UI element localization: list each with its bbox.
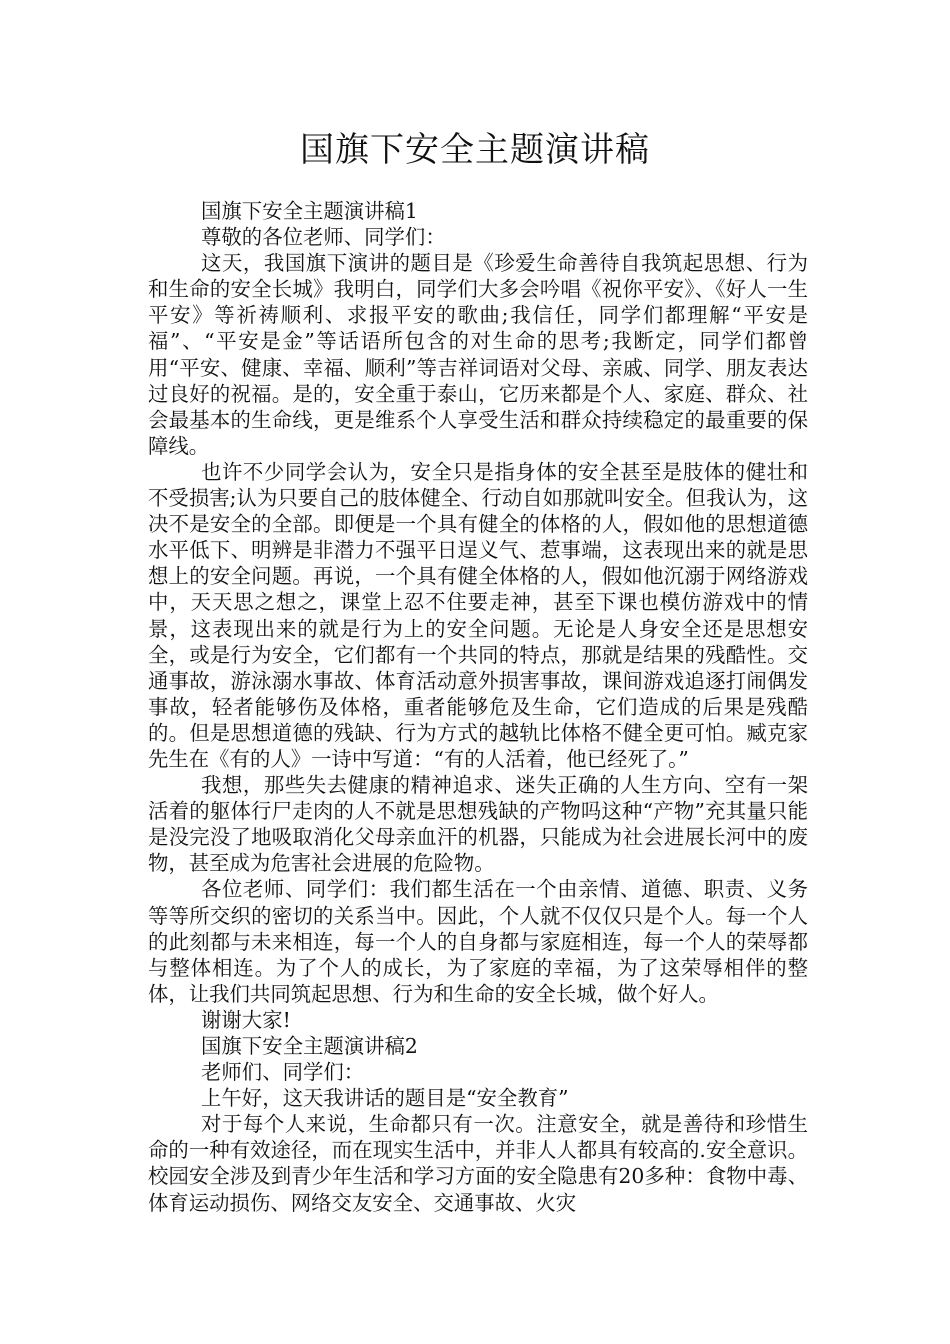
body-paragraph: 这天，我国旗下演讲的题目是《珍爱生命善待自我筑起思想、行为和生命的安全长城》我明白，同学们大多会吟唱《祝你平安》、《好人一生平安》等祈祷顺利、求报平安的歌曲;我信任，同学们都理解“平安是福”、“平安是金”等话语所包含的对生命的思考;我断定，同学们都曾用“平安、健康、幸福、顺利”等吉祥词语对父母、亲戚、同学、朋友表达过良好的祝福。是的，安全重于泰山，它历来都是个人、家庭、群众、社会最基本的生命线，更是维系个人享受生活和群众持续稳定的最重要的保障线。 (148, 251, 808, 458)
salutation-1: 尊敬的各位老师、同学们： (201, 225, 446, 250)
body-paragraph: 各位老师、同学们：我们都生活在一个由亲情、道德、职责、义务等等所交织的密切的关系当中。因此，个人就不仅仅只是个人。每一个人的此刻都与未来相连，每一个人的自身都与家庭相连，每一个人的荣辱都与整体相连。为了个人的成长，为了家庭的幸福，为了这荣辱相伴的整体，让我们共同筑起思想、行为和生命的安全长城，做个好人。 (148, 877, 808, 1006)
body-paragraph: 也许不少同学会认为，安全只是指身体的安全甚至是肢体的健壮和不受损害;认为只要自己的肢体健全、行动自如那就叫安全。但我认为，这决不是安全的全部。即便是一个具有健全的体格的人，假如他的思想道德水平低下、明辨是非潜力不强平日逞义气、惹事端，这表现出来的就是思想上的安全问题。再说，一个具有健全体格的人，假如他沉溺于网络游戏中，天天思之想之，课堂上忍不住要走神，甚至下课也模仿游戏中的情景，这表现出来的就是行为上的安全问题。无论是人身安全还是思想安全，或是行为安全，它们都有一个共同的特点，那就是结果的残酷性。交通事故，游泳溺水事故、体育活动意外损害事故，课间游戏追逐打闹偶发事故，轻者能够伤及体格，重者能够危及生命，它们造成的后果是残酷的。但是思想道德的残缺、行为方式的越轨比体格不健全更可怕。臧克家先生在《有的人》一诗中写道：“有的人活着，他已经死了。” (148, 459, 808, 771)
body-paragraph: 对于每个人来说，生命都只有一次。注意安全，就是善待和珍惜生命的一种有效途径，而在现实生活中，并非人人都具有较高的.安全意识。校园安全涉及到青少年生活和学习方面的安全隐患有20多种：食物中毒、体育运动损伤、网络交友安全、交通事故、火灾 (148, 1112, 808, 1215)
document-body (148, 198, 808, 1216)
salutation-2: 老师们、同学们： (201, 1060, 365, 1085)
section-heading-1: 国旗下安全主题演讲稿1 (201, 199, 418, 223)
document-title: 国旗下安全主题演讲稿 (300, 130, 650, 170)
section-heading-2: 国旗下安全主题演讲稿2 (201, 1034, 418, 1058)
closing-line: 谢谢大家! (201, 1007, 291, 1032)
greeting-line: 上午好，这天我讲话的题目是“安全教育” (201, 1086, 569, 1111)
body-paragraph: 我想，那些失去健康的精神追求、迷失正确的人生方向、空有一架活着的躯体行尸走肉的人不就是思想残缺的产物吗这种“产物”充其量只能是没完没了地吸取消化父母亲血汗的机器，只能成为社会进展长河中的废物，甚至成为危害社会进展的危险物。 (148, 773, 808, 876)
